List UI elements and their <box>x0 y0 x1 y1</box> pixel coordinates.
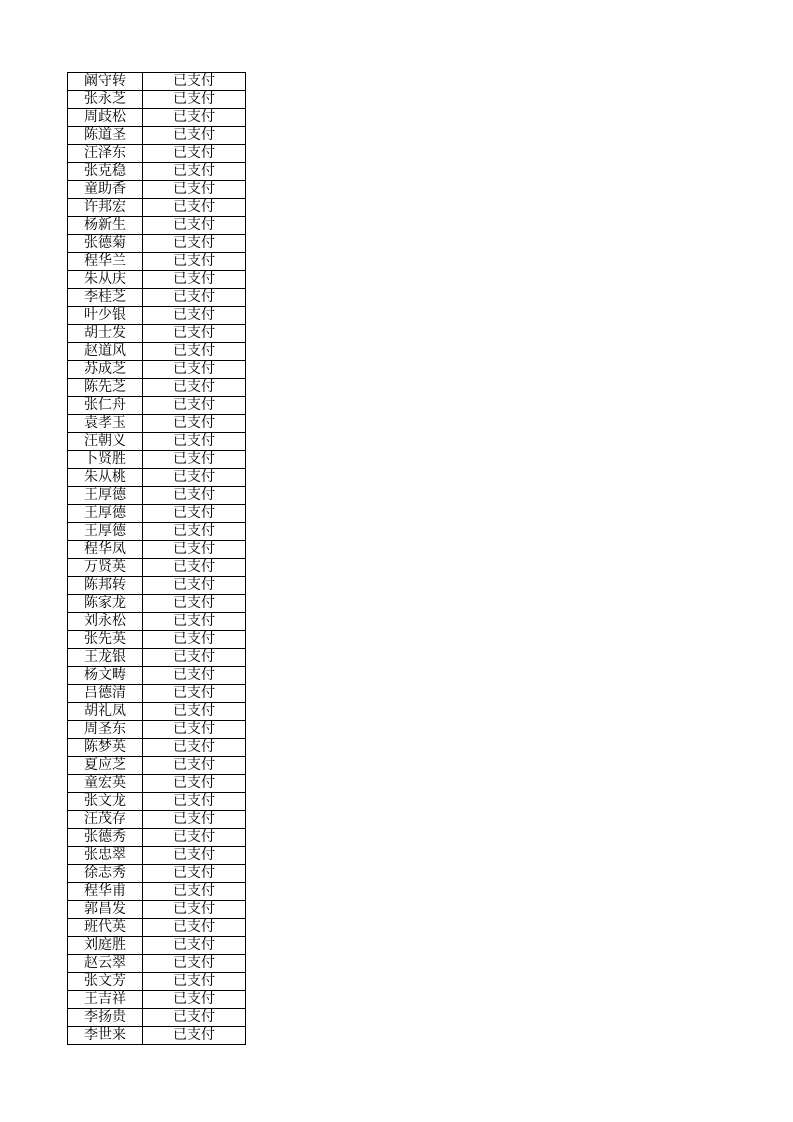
table-row <box>68 361 246 379</box>
table-row <box>68 73 246 91</box>
name-cell: 陈梦英 <box>68 739 143 757</box>
payment-status-cell: 已支付 <box>143 991 246 1009</box>
table-row <box>68 307 246 325</box>
name-cell: 张先英 <box>68 631 143 649</box>
table-row <box>68 631 246 649</box>
name-cell: 徐志秀 <box>68 865 143 883</box>
table-body <box>68 73 246 1045</box>
name-cell: 汪茂存 <box>68 811 143 829</box>
table-row <box>68 451 246 469</box>
name-cell: 陈先芝 <box>68 379 143 397</box>
table-row <box>68 937 246 955</box>
table-row <box>68 253 246 271</box>
payment-status-cell: 已支付 <box>143 775 246 793</box>
payment-status-cell: 已支付 <box>143 793 246 811</box>
table-row <box>68 901 246 919</box>
table-row <box>68 613 246 631</box>
name-cell: 王厚德 <box>68 487 143 505</box>
payment-status-cell: 已支付 <box>143 685 246 703</box>
name-cell: 张忠翠 <box>68 847 143 865</box>
payment-status-cell: 已支付 <box>143 955 246 973</box>
payment-status-cell: 已支付 <box>143 721 246 739</box>
table-row <box>68 595 246 613</box>
payment-status-cell: 已支付 <box>143 577 246 595</box>
payment-status-cell: 已支付 <box>143 343 246 361</box>
name-cell: 陈家龙 <box>68 595 143 613</box>
name-cell: 张文龙 <box>68 793 143 811</box>
name-cell: 夏应芝 <box>68 757 143 775</box>
payment-status-cell: 已支付 <box>143 973 246 991</box>
table-row <box>68 811 246 829</box>
payment-status-cell: 已支付 <box>143 163 246 181</box>
table-row <box>68 271 246 289</box>
payment-status-cell: 已支付 <box>143 289 246 307</box>
name-cell: 袁孝玉 <box>68 415 143 433</box>
table-row <box>68 865 246 883</box>
name-cell: 周圣东 <box>68 721 143 739</box>
payment-status-cell: 已支付 <box>143 433 246 451</box>
payment-status-cell: 已支付 <box>143 487 246 505</box>
name-cell: 汪朝义 <box>68 433 143 451</box>
table-row <box>68 685 246 703</box>
payment-status-cell: 已支付 <box>143 235 246 253</box>
table-row <box>68 919 246 937</box>
table-row <box>68 505 246 523</box>
name-cell: 班代英 <box>68 919 143 937</box>
name-cell: 张仁舟 <box>68 397 143 415</box>
table-row <box>68 541 246 559</box>
table-row <box>68 739 246 757</box>
payment-status-cell: 已支付 <box>143 883 246 901</box>
table-row <box>68 523 246 541</box>
name-cell: 吕德清 <box>68 685 143 703</box>
payment-status-cell: 已支付 <box>143 631 246 649</box>
name-cell: 王龙银 <box>68 649 143 667</box>
table-row <box>68 397 246 415</box>
payment-status-cell: 已支付 <box>143 649 246 667</box>
name-cell: 陈道圣 <box>68 127 143 145</box>
payment-status-cell: 已支付 <box>143 829 246 847</box>
table-row <box>68 343 246 361</box>
table-row <box>68 1027 246 1045</box>
payment-status-cell: 已支付 <box>143 451 246 469</box>
payment-status-cell: 已支付 <box>143 559 246 577</box>
name-cell: 万贤英 <box>68 559 143 577</box>
name-cell: 刘庭胜 <box>68 937 143 955</box>
table-row <box>68 109 246 127</box>
table-row <box>68 829 246 847</box>
payment-status-table <box>67 72 246 1045</box>
payment-status-cell: 已支付 <box>143 271 246 289</box>
payment-status-cell: 已支付 <box>143 523 246 541</box>
table-row <box>68 325 246 343</box>
name-cell: 刘永松 <box>68 613 143 631</box>
name-cell: 周歧松 <box>68 109 143 127</box>
table-row <box>68 955 246 973</box>
name-cell: 赵云翠 <box>68 955 143 973</box>
table-row <box>68 559 246 577</box>
table-row <box>68 775 246 793</box>
payment-status-cell: 已支付 <box>143 73 246 91</box>
payment-status-cell: 已支付 <box>143 703 246 721</box>
table-row <box>68 217 246 235</box>
name-cell: 郭昌发 <box>68 901 143 919</box>
name-cell: 苏成芝 <box>68 361 143 379</box>
payment-status-cell: 已支付 <box>143 865 246 883</box>
payment-status-cell: 已支付 <box>143 847 246 865</box>
table-row <box>68 199 246 217</box>
payment-status-cell: 已支付 <box>143 217 246 235</box>
payment-status-cell: 已支付 <box>143 379 246 397</box>
name-cell: 童宏英 <box>68 775 143 793</box>
table-row <box>68 487 246 505</box>
payment-status-cell: 已支付 <box>143 919 246 937</box>
name-cell: 程华兰 <box>68 253 143 271</box>
name-cell: 杨文畴 <box>68 667 143 685</box>
payment-status-cell: 已支付 <box>143 613 246 631</box>
name-cell: 王厚德 <box>68 505 143 523</box>
table-row <box>68 721 246 739</box>
name-cell: 汪泽东 <box>68 145 143 163</box>
table-row <box>68 1009 246 1027</box>
payment-status-cell: 已支付 <box>143 595 246 613</box>
table-row <box>68 127 246 145</box>
table-row <box>68 649 246 667</box>
table-row <box>68 235 246 253</box>
payment-status-cell: 已支付 <box>143 361 246 379</box>
name-cell: 王吉祥 <box>68 991 143 1009</box>
table-row <box>68 577 246 595</box>
payment-status-cell: 已支付 <box>143 667 246 685</box>
payment-status-cell: 已支付 <box>143 541 246 559</box>
name-cell: 张德秀 <box>68 829 143 847</box>
payment-status-cell: 已支付 <box>143 181 246 199</box>
table-row <box>68 145 246 163</box>
name-cell: 叶少银 <box>68 307 143 325</box>
name-cell: 陈邦转 <box>68 577 143 595</box>
name-cell: 赵道风 <box>68 343 143 361</box>
payment-status-cell: 已支付 <box>143 739 246 757</box>
name-cell: 程华凤 <box>68 541 143 559</box>
name-cell: 朱从桃 <box>68 469 143 487</box>
name-cell: 张克稳 <box>68 163 143 181</box>
name-cell: 李桂芝 <box>68 289 143 307</box>
table-row <box>68 469 246 487</box>
name-cell: 许邦宏 <box>68 199 143 217</box>
payment-status-cell: 已支付 <box>143 325 246 343</box>
table-row <box>68 883 246 901</box>
table-row <box>68 793 246 811</box>
name-cell: 张文芳 <box>68 973 143 991</box>
name-cell: 王厚德 <box>68 523 143 541</box>
name-cell: 张永芝 <box>68 91 143 109</box>
table-row <box>68 757 246 775</box>
payment-status-cell: 已支付 <box>143 1027 246 1045</box>
name-cell: 张德菊 <box>68 235 143 253</box>
table-row <box>68 973 246 991</box>
name-cell: 李世来 <box>68 1027 143 1045</box>
name-cell: 朱从庆 <box>68 271 143 289</box>
table-row <box>68 433 246 451</box>
payment-status-cell: 已支付 <box>143 145 246 163</box>
name-cell: 杨新生 <box>68 217 143 235</box>
payment-status-cell: 已支付 <box>143 109 246 127</box>
table-row <box>68 163 246 181</box>
payment-status-cell: 已支付 <box>143 1009 246 1027</box>
table-row <box>68 667 246 685</box>
payment-status-cell: 已支付 <box>143 253 246 271</box>
payment-status-cell: 已支付 <box>143 91 246 109</box>
table-row <box>68 289 246 307</box>
table-row <box>68 991 246 1009</box>
table-row <box>68 703 246 721</box>
table-row <box>68 379 246 397</box>
table-row <box>68 847 246 865</box>
name-cell: 李扬贵 <box>68 1009 143 1027</box>
payment-status-cell: 已支付 <box>143 937 246 955</box>
payment-status-cell: 已支付 <box>143 757 246 775</box>
table-row <box>68 91 246 109</box>
payment-status-cell: 已支付 <box>143 415 246 433</box>
name-cell: 胡礼凤 <box>68 703 143 721</box>
name-cell: 阚守转 <box>68 73 143 91</box>
name-cell: 胡士发 <box>68 325 143 343</box>
payment-status-cell: 已支付 <box>143 127 246 145</box>
payment-status-cell: 已支付 <box>143 505 246 523</box>
name-cell: 程华甫 <box>68 883 143 901</box>
payment-status-cell: 已支付 <box>143 901 246 919</box>
payment-status-cell: 已支付 <box>143 469 246 487</box>
payment-status-cell: 已支付 <box>143 397 246 415</box>
payment-status-cell: 已支付 <box>143 199 246 217</box>
payment-status-cell: 已支付 <box>143 811 246 829</box>
table-row <box>68 181 246 199</box>
name-cell: 卜贤胜 <box>68 451 143 469</box>
name-cell: 童助香 <box>68 181 143 199</box>
payment-status-cell: 已支付 <box>143 307 246 325</box>
table-row <box>68 415 246 433</box>
